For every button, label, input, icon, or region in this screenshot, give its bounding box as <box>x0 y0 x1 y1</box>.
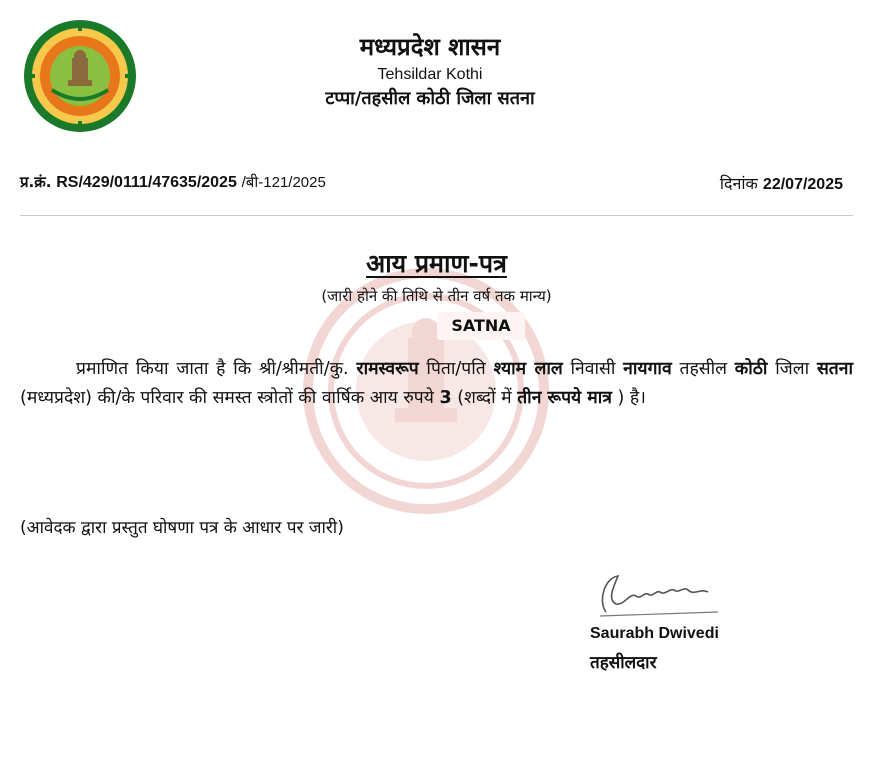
reference-suffix: /बी-121/2025 <box>241 174 326 191</box>
body-text-8: ) है। <box>611 388 646 408</box>
issue-date: 22/07/2025 <box>762 176 843 193</box>
header-divider <box>20 215 853 216</box>
body-text-1: प्रमाणित किया जाता है कि श्री/श्रीमती/कु. <box>76 359 357 379</box>
office-name-hindi: टप्पा/तहसील कोठी जिला सतना <box>325 88 535 109</box>
income-amount: 3 <box>439 388 452 408</box>
income-amount-words: तीन रूपये मात्र <box>517 388 612 408</box>
village-name: नायगाव <box>623 359 672 379</box>
father-name: श्याम लाल <box>493 359 563 379</box>
applicant-name: रामस्वरूप <box>356 359 419 379</box>
government-title: मध्यप्रदेश शासन <box>359 33 501 61</box>
date-label: दिनांक <box>719 174 758 193</box>
declaration-note: (आवेदक द्वारा प्रस्तुत घोषणा पत्र के आधार पर जारी) <box>20 518 344 538</box>
district-name: सतना <box>816 359 854 379</box>
certificate-body <box>20 355 853 413</box>
mp-government-emblem-icon <box>22 18 138 134</box>
officer-designation: तहसीलदार <box>590 653 657 673</box>
office-name-english: Tehsildar Kothi <box>377 66 483 83</box>
tehsil-name: कोठी <box>734 359 768 379</box>
reference-label: प्र.क्रं. <box>20 173 52 191</box>
body-text-5: जिला <box>767 359 817 379</box>
body-text-3: निवासी <box>562 359 624 379</box>
certificate-title: आय प्रमाण-पत्र <box>366 249 507 278</box>
validity-note: (जारी होने की तिथि से तीन वर्ष तक मान्य) <box>321 287 552 305</box>
date-line <box>720 172 843 194</box>
district-badge: SATNA <box>437 312 525 340</box>
body-text-7: (शब्दों में <box>451 388 518 408</box>
reference-line <box>20 172 326 192</box>
reference-number: RS/429/0111/47635/2025 <box>56 174 237 191</box>
body-text-4: तहसील <box>671 359 735 379</box>
body-text-2: पिता/पति <box>418 359 494 379</box>
body-text-6: (मध्यप्रदेश) की/के परिवार की समस्त स्त्रोतों की वार्षिक आय रुपये <box>20 388 440 408</box>
officer-name: Saurabh Dwivedi <box>590 625 719 642</box>
handwritten-signature-icon <box>590 562 730 622</box>
